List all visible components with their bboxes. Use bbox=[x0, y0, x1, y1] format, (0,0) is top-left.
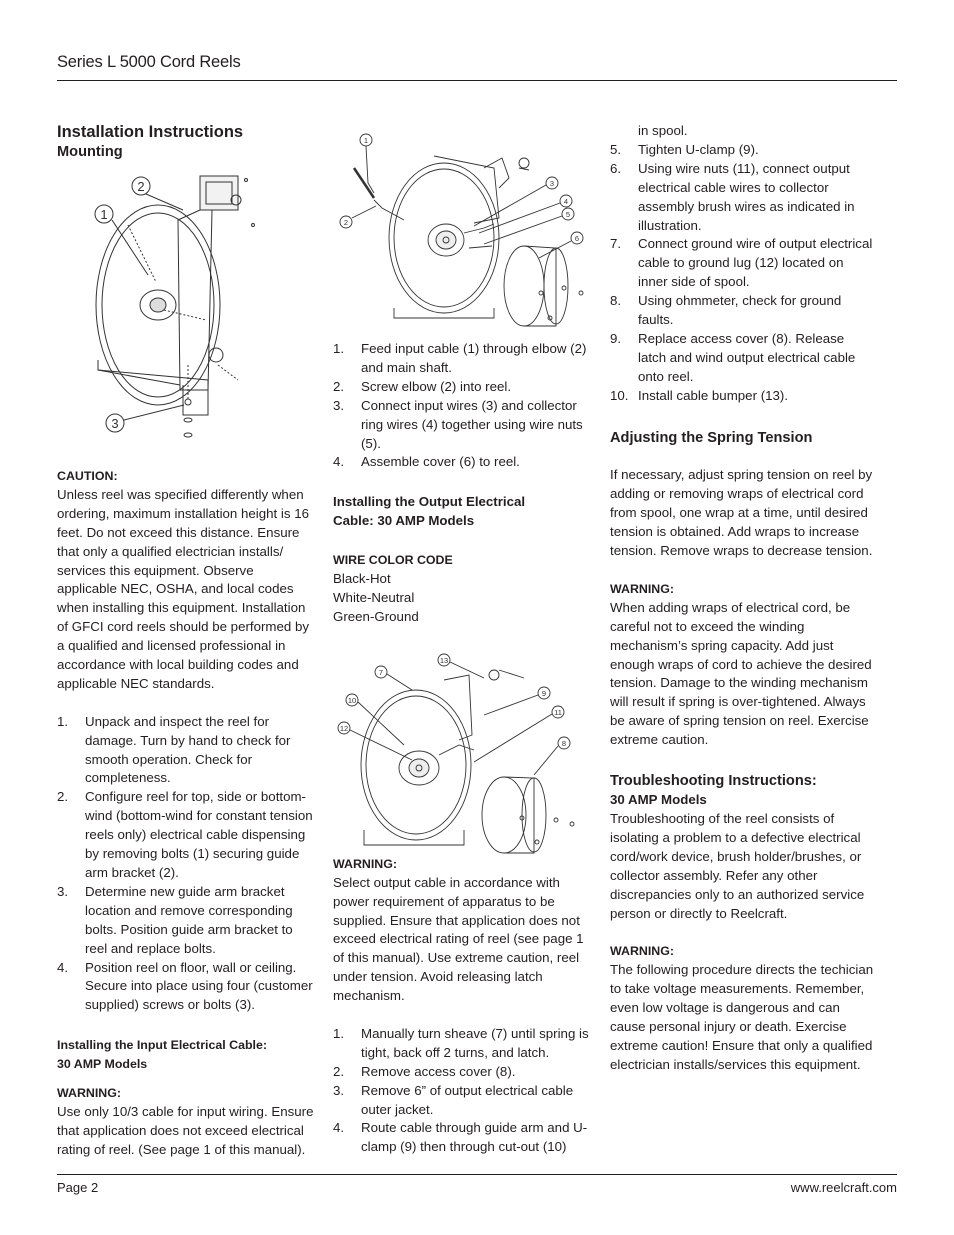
mounting-steps bbox=[57, 713, 315, 1016]
list-item: 2. Configure reel for top, side or bottom-wind (bottom-wind for constant tension reels only) electrical cable dispensing by removing bolts (1) securing guide arm bracket (2). bbox=[57, 789, 313, 881]
spring-tension-heading: Adjusting the Spring Tension bbox=[610, 429, 813, 446]
list-item: 3. Remove 6” of output electrical cable outer jacket. bbox=[333, 1082, 574, 1117]
header-rule bbox=[57, 80, 897, 81]
list-item: 9. Replace access cover (8). Release latch and wind output electrical cable onto reel. bbox=[610, 330, 856, 384]
list-item: 4. Position reel on floor, wall or ceiling. Secure into place using four (customer supplied) screws or bolts (3). bbox=[57, 959, 313, 1013]
continued-text: in spool. bbox=[638, 123, 688, 138]
output-cable-steps-continued bbox=[610, 141, 874, 406]
troubleshooting-subheading: 30 AMP Models bbox=[610, 792, 707, 808]
footer-rule bbox=[57, 1174, 897, 1175]
list-item: 1. Unpack and inspect the reel for damage. Turn by hand to check for smooth operation. Check for completeness. bbox=[57, 713, 291, 786]
input-callout-2: 2 bbox=[343, 218, 349, 227]
column-right bbox=[610, 122, 874, 1075]
input-callout-4: 4 bbox=[563, 197, 569, 206]
list-item: 7. Connect ground wire of output electrical cable to ground lug (12) located on inner side of spool. bbox=[610, 236, 873, 290]
installation-title: Installation Instructions bbox=[57, 123, 244, 141]
output-warning-heading: WARNING: bbox=[333, 856, 398, 871]
spring-tension-text: If necessary, adjust spring tension on reel by adding or removing wraps of electrical cord from spool, one wrap at a time, until desired tension is obtained. Add wraps to increase tension. Remove wraps to decrease tension. bbox=[610, 467, 873, 559]
output-cable-steps bbox=[333, 1025, 591, 1157]
input-cable-illustration bbox=[334, 128, 592, 328]
list-item: 5. Tighten U-clamp (9). bbox=[610, 141, 759, 157]
input-warning-text: Use only 10/3 cable for input wiring. Ensure that application does not exceed electrical rating of reel. (See page 1 of this manual). bbox=[57, 1103, 314, 1157]
wire-code-green: Green-Ground bbox=[333, 608, 419, 624]
troubleshooting-text: Troubleshooting of the reel consists of isolating a problem to a defective electrical cord/work device, brush holder/brushes, or collector assembly. Refer any other discrepancies only to an authorized service person or directly to Reelcraft. bbox=[610, 810, 865, 921]
output-callout-10: 10 bbox=[347, 696, 357, 705]
mounting-callout-2: 2 bbox=[137, 179, 145, 194]
list-item: 3. Determine new guide arm bracket location and remove corresponding bolts. Position guide arm bracket to reel and replace bolts. bbox=[57, 883, 293, 956]
list-item: 6. Using wire nuts (11), connect output electrical cable wires to collector assembly brush wires as indicated in illustration. bbox=[610, 160, 855, 233]
page-number: Page 2 bbox=[57, 1180, 99, 1195]
list-item: 2. Remove access cover (8). bbox=[333, 1063, 516, 1079]
output-callout-7: 7 bbox=[378, 668, 384, 677]
mounting-callout-3: 3 bbox=[111, 416, 119, 431]
wire-code-black: Black-Hot bbox=[333, 571, 391, 587]
caution-text: Unless reel was specified differently when ordering, maximum installation height is 16 feet. Do not exceed this distance. Ensure that only a qualified electrician installs/ services this equipment. Observe applicable NEC, OSHA, and local codes when installing this equipment. Installation of GFCI cord reels should be performed by a qualified and licensed professional in accordance with local building codes and applicable NEC standards. bbox=[57, 486, 310, 691]
list-item: 8. Using ohmmeter, check for ground faults. bbox=[610, 293, 842, 328]
output-warning-text: Select output cable in accordance with power requirement of apparatus to be supplied. Ensure that application does not exceed electrical rating of reel (see page 1 of this manual). Use extreme caution, reel under tension. Avoid releasing latch mechanism. bbox=[333, 874, 584, 1004]
troubleshooting-warning-heading: WARNING: bbox=[610, 944, 675, 959]
list-item: 3. Connect input wires (3) and collector ring wires (4) together using wire nuts (5). bbox=[333, 397, 583, 451]
input-callout-1: 1 bbox=[363, 136, 369, 145]
wire-code-white: White-Neutral bbox=[333, 589, 415, 605]
mounting-callout-1: 1 bbox=[100, 207, 108, 222]
input-cable-heading: Installing the Input Electrical Cable: 30 AMP Models bbox=[57, 1038, 267, 1072]
output-callout-13: 13 bbox=[439, 656, 449, 665]
output-callout-8: 8 bbox=[561, 739, 567, 748]
column-middle bbox=[333, 340, 591, 1157]
spring-warning-text: When adding wraps of electrical cord, be careful not to exceed the winding mechanism’s spring capacity. Add just enough wraps of cord to achieve the desired tension. Damage to the winding mechanism will result if spring is over-tightened. Always be aware of spring tension on reel. Exercise extreme caution. bbox=[610, 599, 872, 748]
wire-color-code-heading: WIRE COLOR CODE bbox=[333, 553, 453, 568]
list-item: 1. Feed input cable (1) through elbow (2) and main shaft. bbox=[333, 341, 587, 375]
input-warning-heading: WARNING: bbox=[57, 1086, 122, 1101]
list-item: 2. Screw elbow (2) into reel. bbox=[333, 378, 512, 394]
output-callout-9: 9 bbox=[541, 689, 547, 698]
troubleshooting-warning-text: The following procedure directs the techician to take voltage measurements. Remember, even low voltage is dangerous and can cause personal injury or death. Exercise extreme caution! Ensure that only a qualified electrician installs/services this equipment. bbox=[610, 962, 874, 1072]
input-callout-6: 6 bbox=[574, 234, 580, 243]
output-callout-11: 11 bbox=[554, 708, 562, 717]
column-left bbox=[57, 122, 315, 1160]
output-callout-12: 12 bbox=[339, 724, 349, 733]
input-cable-steps bbox=[333, 340, 591, 472]
troubleshooting-heading: Troubleshooting Instructions: bbox=[610, 773, 817, 790]
input-callout-3: 3 bbox=[549, 179, 555, 188]
spring-warning-heading: WARNING: bbox=[610, 581, 675, 596]
mounting-subtitle: Mounting bbox=[57, 144, 123, 160]
list-item: 1. Manually turn sheave (7) until spring is tight, back off 2 turns, and latch. bbox=[333, 1025, 589, 1060]
list-item: 4. Route cable through guide arm and U-clamp (9) then through cut-out (10) bbox=[333, 1120, 588, 1155]
output-cable-heading: Installing the Output Electrical Cable: 30 AMP Models bbox=[333, 494, 526, 529]
caution-heading: CAUTION: bbox=[57, 469, 118, 483]
footer-url: www.reelcraft.com bbox=[790, 1180, 897, 1195]
input-callout-5: 5 bbox=[565, 210, 571, 219]
list-item: 10. Install cable bumper (13). bbox=[610, 387, 789, 403]
list-item: 4. Assemble cover (6) to reel. bbox=[333, 454, 520, 470]
page-header: Series L 5000 Cord Reels bbox=[57, 53, 241, 71]
